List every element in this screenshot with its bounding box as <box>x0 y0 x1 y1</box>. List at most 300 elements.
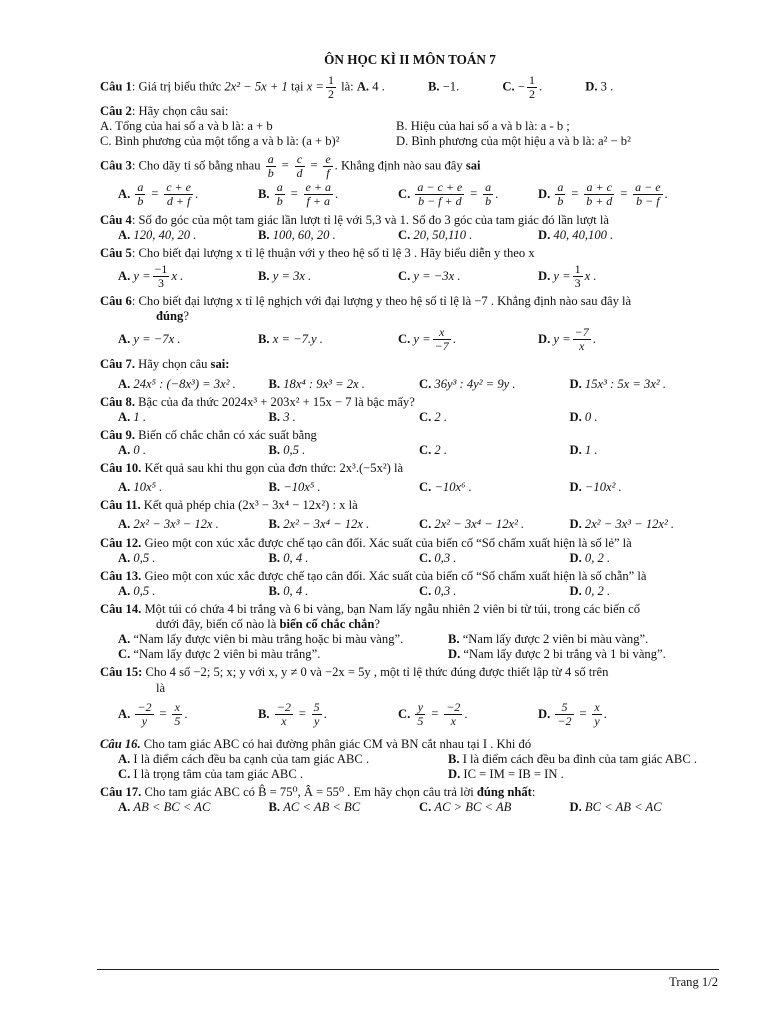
option-text: 0, 2 . <box>584 583 611 598</box>
option-text: 0 . <box>133 443 146 458</box>
option-b <box>448 632 718 647</box>
numerator: 5 <box>313 699 320 714</box>
numerator: a − c + e <box>417 180 463 195</box>
options-row <box>100 324 720 354</box>
question-3 <box>100 153 720 210</box>
denominator: x <box>450 714 456 729</box>
fraction-equation: $\frac{a}{b}$ = $\frac{a + c}{b + d}$ = $\frac{a - e}{b - f}$ <box>557 180 661 209</box>
option-text: −10x⁵ . <box>283 480 321 495</box>
option-label: C. <box>419 583 432 598</box>
option-d <box>538 324 678 354</box>
question-stem: : Cho dãy tỉ số bằng nhau <box>131 158 264 173</box>
option-label: D. <box>569 409 582 424</box>
option-label: B. <box>268 800 281 815</box>
option-a <box>118 480 269 495</box>
option-label: A. <box>118 480 131 495</box>
question-number: Câu 10. <box>100 461 142 476</box>
option-b <box>448 752 718 767</box>
option-label: B. <box>448 751 460 766</box>
option-c <box>419 551 570 566</box>
option-text: 2x² − 3x⁴ − 12x² . <box>434 517 525 532</box>
option-text: y = −3x . <box>413 268 461 283</box>
math-lhs: y = <box>133 268 151 283</box>
option-label: B. <box>258 268 270 283</box>
option-b <box>258 228 398 243</box>
options-row <box>100 584 720 599</box>
question-7 <box>100 357 720 391</box>
question-stem: Cho tam giác ABC có B̂ = 75⁰, Â = 55⁰ . Em hãy chọn câu trả lời <box>141 784 477 799</box>
option-d <box>448 767 718 782</box>
fraction <box>555 701 573 728</box>
option-text: 120, 40, 20 . <box>133 228 197 243</box>
question-stem: : Cho biết đại lượng x tỉ lệ nghịch với đại lượng y theo hệ số tỉ lệ là −7 . Khẳng định nào sau đây là <box>131 294 632 309</box>
options-row <box>100 377 720 392</box>
option-label: D. <box>569 376 582 391</box>
math-lhs: y = <box>413 331 431 346</box>
option-text: 10x⁵ . <box>133 480 163 495</box>
question-number: Câu 1 <box>100 79 132 94</box>
option-text: x = −7.y . <box>272 331 323 346</box>
option-text: 2 . <box>434 409 447 424</box>
fraction <box>415 181 464 208</box>
question-number: Câu 13. <box>100 568 142 583</box>
denominator: b − f + d <box>418 194 462 209</box>
question-number: Câu 3 <box>100 158 132 173</box>
options-row <box>100 696 720 734</box>
option-text: 24x⁵ : (−8x³) = 3x² . <box>133 376 236 391</box>
option-label: B. <box>268 376 281 391</box>
option-end: . <box>452 331 456 346</box>
option-text: 0, 4 . <box>283 583 309 598</box>
option-label: B. <box>268 443 281 458</box>
question-stem: : Giá trị biểu thức <box>131 79 225 94</box>
fraction <box>527 74 537 101</box>
question-9 <box>100 428 720 458</box>
question-stem: Cho tam giác ABC có hai đường phân giác CM và BN cắt nhau tại I . Khi đó <box>140 736 532 751</box>
option-label: C. <box>419 376 432 391</box>
denominator: d + f <box>166 194 191 209</box>
question-number: Câu 2 <box>100 104 132 119</box>
question-number: Câu 5 <box>100 246 132 261</box>
numerator: −7 <box>574 324 589 339</box>
numerator: a + c <box>584 181 614 195</box>
option-text: 0 . <box>584 409 598 424</box>
denominator: 2 <box>528 87 535 102</box>
fraction <box>415 701 425 728</box>
option-text: BC < AB < AC <box>584 800 662 815</box>
math-expression: 2x² − 5x + 1 <box>224 79 288 94</box>
question-stem: : Cho biết đại lượng x tỉ lệ thuận với y theo hệ số tỉ lệ 3 . Hãy biểu diễn y theo x <box>131 246 535 261</box>
numerator: x <box>433 326 451 340</box>
option-label: A. <box>118 268 131 283</box>
option-label: C. <box>419 409 432 424</box>
question-stem: : Hãy chọn câu sai: <box>131 104 229 119</box>
denominator: y <box>141 714 148 729</box>
option-a: A. Tổng của hai số a và b là: a + b <box>100 119 273 134</box>
option-label: D. <box>448 766 461 781</box>
question-1 <box>100 74 720 101</box>
option-text: 40, 40,100 . <box>553 228 614 243</box>
option-label: C. <box>419 443 432 458</box>
option-text: 20, 50,110 . <box>413 228 473 243</box>
option-text: “Nam lấy được 2 bi trắng và 1 bi vàng”. <box>463 647 666 662</box>
fraction <box>555 181 565 208</box>
option-label: B. <box>268 550 281 565</box>
option-text: I là điểm cách đều ba đỉnh của tam giác ABC . <box>462 751 698 766</box>
question-15 <box>100 665 720 733</box>
numerator: 1 <box>528 72 535 87</box>
fraction <box>153 263 170 290</box>
option-label: A. <box>118 800 131 815</box>
question-number: Câu 15: <box>100 665 143 680</box>
option-a: A. $\frac{a}{b}$ = $\frac{c + e}{d + f}$ . <box>118 180 199 209</box>
numerator: 5 <box>555 701 573 715</box>
ratio-chain: $\frac{a}{b}$ = $\frac{c}{d}$ = $\frac{e}{f}$ <box>267 151 331 180</box>
option-a <box>100 752 448 767</box>
option-text: 0,3 . <box>434 550 457 565</box>
option-label: B. <box>268 480 281 495</box>
option-a <box>118 517 269 532</box>
option-text: −10x² . <box>584 480 622 495</box>
numerator: 1 <box>574 261 581 276</box>
fraction <box>275 181 285 208</box>
math-rhs: x . <box>584 268 597 283</box>
fraction <box>483 181 493 208</box>
math-variable: x = <box>306 79 324 94</box>
option-a <box>118 410 269 425</box>
option-a: 4 . <box>372 79 385 94</box>
option-d <box>570 410 721 425</box>
math-lhs: y = <box>553 268 571 283</box>
denominator: b − f <box>636 194 660 209</box>
question-stem: Bậc của đa thức 2024x³ + 203x² + 15x − 7 là bậc mấy? <box>135 394 415 409</box>
question-stem-end: ? <box>374 617 380 632</box>
option-label: A. <box>118 632 131 647</box>
option-label: A. <box>118 228 131 243</box>
option-b: B. $\frac{a}{b}$ = $\frac{e + a}{f + a}$ . <box>258 180 339 209</box>
fraction-equation: $\frac{a}{b}$ = $\frac{c + e}{d + f}$ <box>137 180 191 209</box>
option-c <box>419 410 570 425</box>
option-c-end: . <box>538 79 543 94</box>
option-text: 0,5 . <box>133 583 156 598</box>
question-stem: Kết quả phép chia (2x³ − 3x⁴ − 12x²) : x là <box>140 498 358 513</box>
question-4 <box>100 213 720 243</box>
option-label: D. <box>569 550 582 565</box>
denominator: −7 <box>434 338 449 353</box>
denominator: 5 <box>174 714 181 729</box>
option-label: D. <box>448 647 461 662</box>
options-row <box>100 261 720 291</box>
question-stem: : Số đo góc của một tam giác lần lượt tỉ lệ với 5,3 và 1. Số đo 3 góc của tam giác đó lần lượt là <box>131 212 609 227</box>
fraction-equation: $\frac{-2}{y}$ = $\frac{x}{5}$ <box>137 699 181 729</box>
option-c <box>398 261 538 291</box>
fraction <box>135 701 153 728</box>
option-b <box>269 480 420 495</box>
option-label: D. <box>538 228 551 243</box>
option-label: A. <box>356 79 370 94</box>
option-c <box>419 443 570 458</box>
denominator: b <box>137 194 144 209</box>
denominator: b + d <box>586 194 613 209</box>
fraction <box>573 326 591 353</box>
fraction <box>135 181 145 208</box>
option-label: D. <box>569 800 582 815</box>
fraction <box>433 326 451 353</box>
option-label: B. <box>268 583 281 598</box>
option-d: D. Bình phương của một hiệu a và b là: a² − b² <box>396 134 631 149</box>
option-label: C. <box>398 268 411 283</box>
fraction <box>444 701 462 728</box>
fraction <box>275 701 293 728</box>
option-b <box>258 261 398 291</box>
option-d <box>538 228 678 243</box>
option-text: 3 . <box>283 409 296 424</box>
question-stem: . Khẳng định nào sau đây <box>334 158 466 173</box>
question-17 <box>100 785 720 815</box>
option-label: C. <box>419 800 432 815</box>
option-b <box>269 551 420 566</box>
option-label: C. <box>398 228 411 243</box>
option-d: 3 . <box>600 79 614 94</box>
numerator: 1 <box>327 72 334 87</box>
denominator: b <box>267 165 274 180</box>
page-number: Trang 1/2 <box>669 975 718 989</box>
numerator: −1 <box>154 261 168 276</box>
fraction <box>295 153 305 180</box>
fraction-equation: $\frac{-2}{x}$ = $\frac{5}{y}$ <box>276 699 320 729</box>
option-d <box>570 377 721 392</box>
option-label: A. <box>118 376 131 391</box>
question-number: Câu 8. <box>100 394 135 409</box>
option-text: IC = IM = IB = IN . <box>463 766 564 781</box>
question-13 <box>100 569 720 599</box>
option-text: 0,5 . <box>283 443 306 458</box>
option-d <box>570 800 721 815</box>
question-2 <box>100 104 720 149</box>
denominator: y <box>594 714 600 729</box>
question-stem-emphasis: biến cố chắc chắn <box>279 617 375 632</box>
option-c <box>419 377 570 392</box>
option-text: 0, 4 . <box>283 550 309 565</box>
option-label: C. <box>398 331 411 346</box>
denominator: f <box>326 165 330 180</box>
option-text: 2 . <box>434 443 447 458</box>
numerator: −2 <box>446 699 461 714</box>
fraction <box>584 181 614 208</box>
question-number: Câu 11. <box>100 498 141 513</box>
fraction <box>592 701 601 728</box>
option-a <box>118 377 269 392</box>
option-c: C. $\frac{a - c + e}{b - f + d}$ = $\frac{a}{b}$ . <box>398 180 499 209</box>
fraction-equation: $\frac{a}{b}$ = $\frac{e + a}{f + a}$ <box>276 180 331 209</box>
question-stem-end: : <box>531 784 536 799</box>
option-label: B. <box>268 409 281 424</box>
option-label: B. <box>258 228 270 243</box>
option-d <box>570 584 721 599</box>
option-label: B. <box>258 187 270 202</box>
numerator: a <box>267 151 274 166</box>
denominator: b <box>485 194 492 209</box>
question-stem: Biến cố chắc chắn có xác suất bằng <box>135 427 317 442</box>
option-d <box>570 551 721 566</box>
option-c <box>398 228 538 243</box>
numerator: a <box>276 180 283 195</box>
option-label: C. <box>118 766 131 781</box>
fraction <box>266 153 276 180</box>
question-number: Câu 9. <box>100 427 135 442</box>
question-stem-emphasis: đúng <box>156 309 184 324</box>
option-label: B. <box>258 331 270 346</box>
option-c: C. Bình phương của một tổng a và b là: (a + b)² <box>100 134 340 149</box>
option-label: C. <box>398 187 411 202</box>
option-label: C. <box>398 707 411 722</box>
fraction-equation: $\frac{5}{-2}$ = $\frac{x}{y}$ <box>557 699 600 729</box>
options-grid <box>100 632 720 662</box>
numerator: a <box>137 180 144 195</box>
question-number: Câu 7. <box>100 357 135 372</box>
option-label: D. <box>569 443 582 458</box>
exam-page <box>100 52 720 818</box>
numerator: y <box>415 701 425 715</box>
option-text: AB < BC < AC <box>133 800 211 815</box>
options-row <box>100 443 720 458</box>
option-text: 2x² − 3x³ − 12x . <box>133 517 219 532</box>
options-grid <box>100 119 720 149</box>
fraction <box>323 153 332 180</box>
option-label: C. <box>419 550 432 565</box>
option-d <box>570 443 721 458</box>
option-b: B. Hiệu của hai số a và b là: a - b ; <box>396 119 570 134</box>
numerator: c <box>295 153 305 167</box>
question-stem: Cho 4 số −2; 5; x; y với x, y ≠ 0 và −2x = 5y , một tỉ lệ thức đúng được thiết lập từ 4 số trên <box>142 665 609 680</box>
option-text: y = −7x . <box>133 331 181 346</box>
question-stem: Một túi có chứa 4 bi trắng và 6 bi vàng, bạn Nam lấy ngẫu nhiên 2 viên bi từ túi, trong các biến cố <box>141 602 641 616</box>
option-text: y = 3x . <box>272 268 312 283</box>
option-label: C. <box>118 647 131 662</box>
option-label: A. <box>118 517 131 532</box>
option-text: 36y³ : 4y² = 9y . <box>434 376 516 391</box>
options-row <box>100 480 720 495</box>
option-text: “Nam lấy được 2 viên bi màu trắng”. <box>133 647 321 662</box>
option-text: 2x² − 3x⁴ − 12x . <box>283 517 370 532</box>
option-label: B. <box>448 632 460 647</box>
fraction <box>164 181 193 208</box>
option-c <box>419 800 570 815</box>
option-text: 0, 2 . <box>584 550 611 565</box>
option-label: B. <box>268 517 281 532</box>
question-number: Câu 16. <box>100 736 141 751</box>
option-label: D. <box>585 79 598 94</box>
question-14 <box>100 602 720 662</box>
denominator: x <box>579 338 585 353</box>
option-text: I là điểm cách đều ba cạnh của tam giác ABC . <box>133 751 370 766</box>
fraction <box>304 181 333 208</box>
fraction <box>326 74 336 101</box>
option-label: A. <box>118 751 131 766</box>
denominator: −2 <box>557 714 572 729</box>
option-label: A. <box>118 443 131 458</box>
option-a <box>118 228 258 243</box>
option-text: 1 . <box>133 409 146 424</box>
option-c <box>419 584 570 599</box>
option-b <box>269 800 420 815</box>
fraction <box>172 701 182 728</box>
option-label: B. <box>427 79 440 94</box>
question-number: Câu 12. <box>100 535 142 550</box>
denominator: x <box>281 714 287 729</box>
question-6 <box>100 294 720 354</box>
option-label: D. <box>538 268 551 283</box>
option-text: I là trọng tâm của tam giác ABC . <box>133 766 304 781</box>
denominator: 5 <box>417 714 424 729</box>
question-number: Câu 6 <box>100 294 132 309</box>
option-label: B. <box>258 707 270 722</box>
denominator: 2 <box>327 87 334 102</box>
numerator: a − e <box>635 180 661 195</box>
question-number: Câu 17. <box>100 784 142 799</box>
option-d <box>570 480 721 495</box>
numerator: x <box>172 701 182 715</box>
math-rhs: x . <box>171 268 184 283</box>
option-c: C. $\frac{y}{5}$ = $\frac{-2}{x}$ . <box>398 699 468 729</box>
option-c <box>419 517 570 532</box>
fraction <box>573 263 583 290</box>
page-title: ÔN HỌC KÌ II MÔN TOÁN 7 <box>324 52 496 67</box>
numerator: x <box>594 699 600 714</box>
option-a: A. $\frac{-2}{y}$ = $\frac{x}{5}$ . <box>118 699 188 729</box>
footer-divider <box>97 969 719 970</box>
question-stem-emphasis: sai <box>465 158 481 173</box>
option-label: A. <box>118 187 131 202</box>
question-stem: Hãy chọn câu <box>135 357 211 372</box>
option-text: “Nam lấy được viên bi màu trắng hoặc bi màu vàng”. <box>133 632 404 647</box>
numerator: e <box>325 151 331 166</box>
option-text: AC > BC < AB <box>434 800 512 815</box>
denominator: 3 <box>574 275 581 290</box>
option-a <box>118 800 269 815</box>
options-row <box>100 551 720 566</box>
option-label: A. <box>118 707 131 722</box>
question-stem: Gieo một con xúc xắc được chế tạo cân đối. Xác suất của biến cố “Số chấm xuất hiện là số chẵn” là <box>141 568 647 583</box>
option-text: 0,3 . <box>434 583 457 598</box>
question-stem-end: là: <box>337 79 357 94</box>
options-row <box>100 517 720 532</box>
numerator: a <box>557 180 564 195</box>
option-a <box>118 261 258 291</box>
option-text: 18x⁴ : 9x³ = 2x . <box>283 376 365 391</box>
denominator: y <box>313 714 320 729</box>
options-row <box>100 410 720 425</box>
question-8 <box>100 395 720 425</box>
denominator: b <box>557 194 564 209</box>
option-d <box>538 261 678 291</box>
option-label: D. <box>538 707 551 722</box>
question-stem-connector: tại <box>287 79 307 94</box>
option-label: D. <box>538 331 551 346</box>
denominator: b <box>276 194 283 209</box>
question-11 <box>100 498 720 532</box>
option-text: 0,5 . <box>133 550 156 565</box>
question-stem: Kết quả sau khi thu gọn của đơn thức: 2x³.(−5x²) là <box>141 461 404 476</box>
option-d <box>570 517 721 532</box>
question-stem: Gieo một con xúc xắc được chế tạo cân đối. Xác suất của biến cố “Số chấm xuất hiện là số lẻ” là <box>141 535 632 550</box>
option-label: C. <box>419 517 432 532</box>
question-number: Câu 14. <box>100 602 142 616</box>
math-lhs: y = <box>553 331 571 346</box>
option-a <box>118 584 269 599</box>
option-label: C. <box>419 480 432 495</box>
options-row <box>100 180 720 210</box>
